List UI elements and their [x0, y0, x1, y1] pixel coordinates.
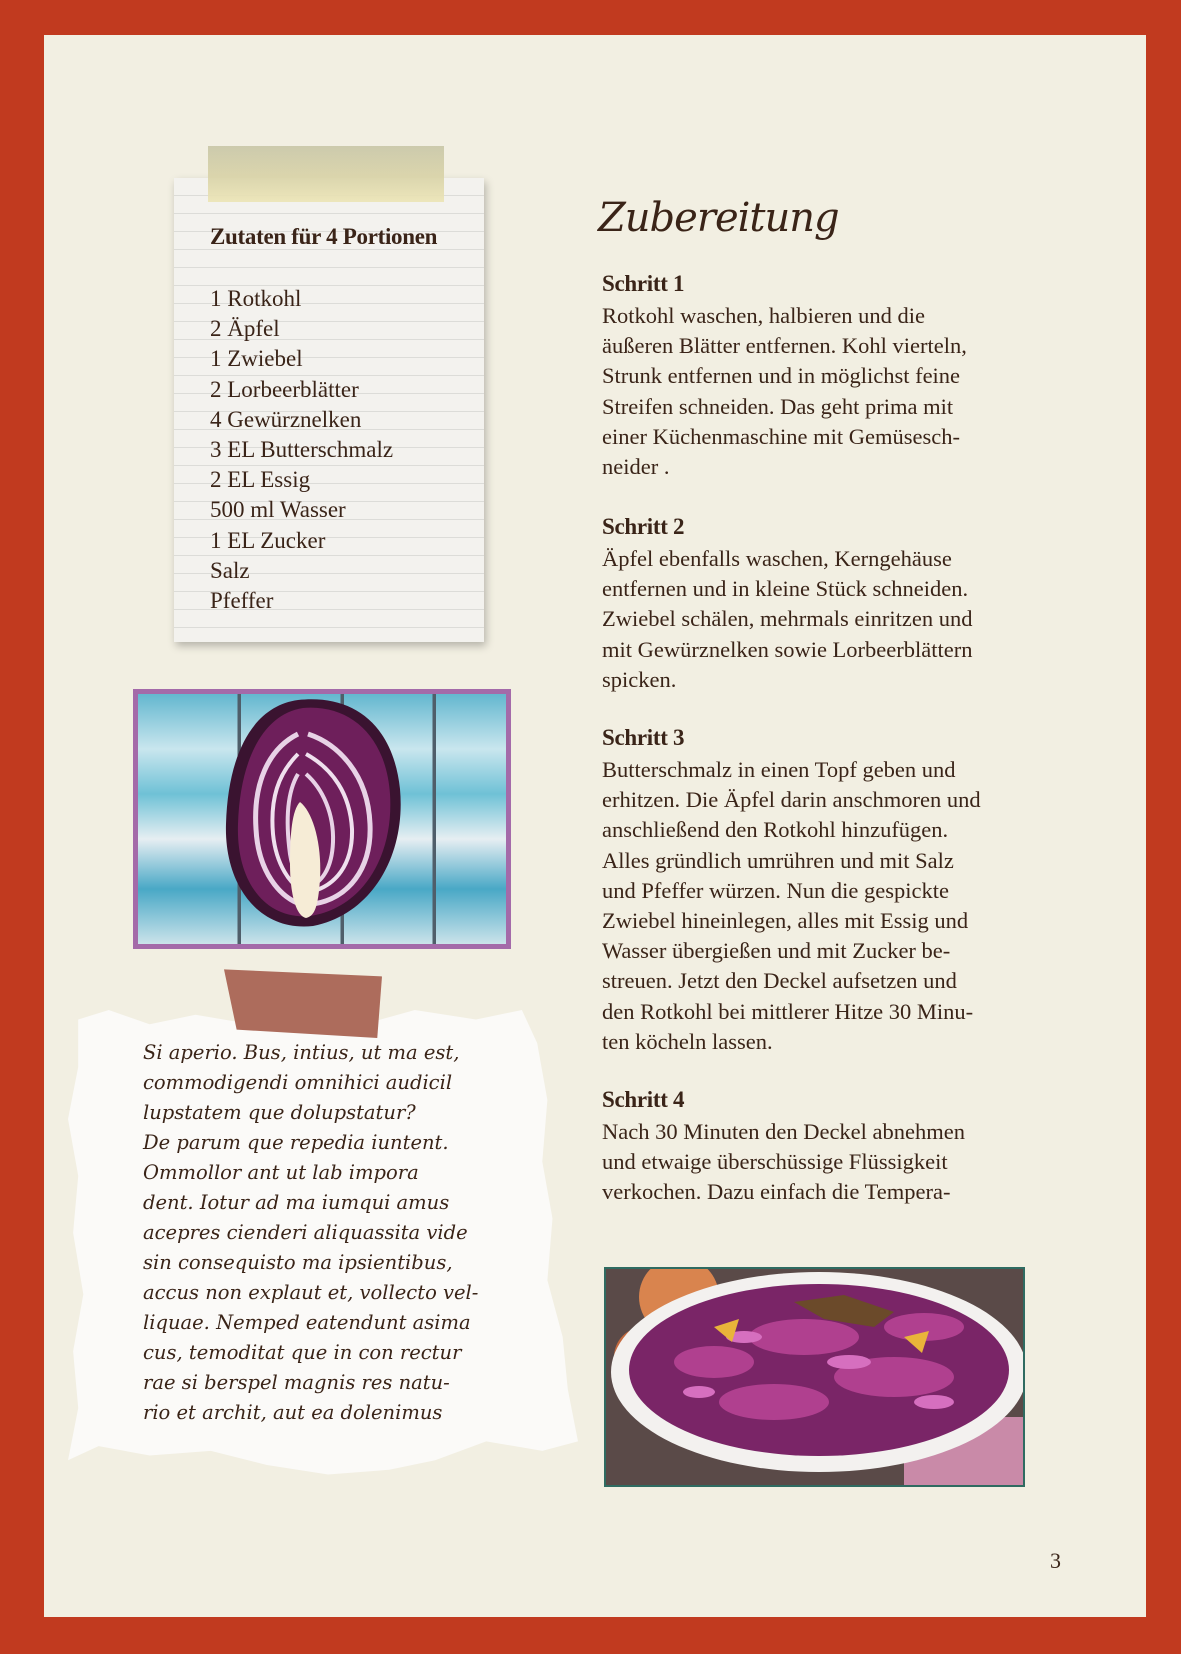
step-line: neider .	[602, 454, 670, 480]
step-line: Butterschmalz in einen Topf geben und	[602, 757, 956, 782]
ingredients-card	[174, 178, 484, 642]
ingredient-item: 1 Zwiebel	[210, 346, 303, 372]
step-line: Wasser übergießen und mit Zucker be-	[602, 938, 951, 964]
note-line: De parum que repedia iuntent.	[143, 1131, 449, 1154]
note-line: acepres cienderi aliquassita vide	[143, 1221, 468, 1244]
step-line: erhitzen. Die Äpfel darin anschmoren und	[602, 787, 981, 813]
step-2-title: Schritt 2	[602, 514, 685, 539]
ingredient-item: 2 EL Essig	[210, 467, 311, 493]
step-line: Äpfel ebenfalls waschen, Kerngehäuse	[602, 546, 952, 571]
ingredient-item: 3 EL Butterschmalz	[210, 437, 394, 463]
step-line: Alles gründlich umrühren und mit Salz	[602, 847, 954, 873]
brown-tape	[224, 968, 382, 1038]
step-1-title: Schritt 1	[602, 271, 685, 296]
masking-tape	[208, 146, 444, 202]
note-line: commodigendi omnihici audicil	[143, 1071, 453, 1094]
note-line: sin consequisto ma ipsientibus,	[143, 1251, 453, 1274]
step-line: und etwaige überschüssige Flüssigkeit	[602, 1149, 948, 1175]
preparation-title: Zubereitung	[598, 195, 839, 241]
step-line: Streifen schneiden. Das geht prima mit	[602, 393, 954, 419]
step-2-text	[602, 544, 1032, 695]
red-cabbage-illustration	[138, 694, 506, 944]
note-line: cus, temoditat que in con rectur	[143, 1341, 462, 1364]
note-line: rio et archit, aut ea dolenimus	[143, 1401, 443, 1424]
ingredients-title: Zutaten für 4 Portionen	[210, 224, 438, 249]
handwritten-note-text	[143, 1038, 523, 1428]
step-4-text	[602, 1117, 1032, 1208]
step-line: anschließend den Rotkohl hinzufügen.	[602, 817, 949, 843]
step-4-title: Schritt 4	[602, 1087, 685, 1112]
step-line: spicken.	[602, 666, 677, 692]
step-line: Zwiebel schälen, mehrmals einritzen und	[602, 606, 973, 632]
note-line: rae si berspel magnis res natu-	[143, 1371, 450, 1394]
step-line: einer Küchenmaschine mit Gemüsesch-	[602, 423, 961, 449]
ingredient-item: 500 ml Wasser	[210, 497, 346, 523]
ingredients-list	[210, 284, 393, 616]
ingredient-item: Salz	[210, 557, 250, 583]
step-line: verkochen. Dazu einfach die Tempera-	[602, 1179, 951, 1205]
red-cabbage-dish-photo	[604, 1267, 1025, 1487]
step-3-text	[602, 755, 1032, 1057]
ingredient-item: 4 Gewürznelken	[210, 406, 362, 432]
step-line: äußeren Blätter entfernen. Kohl vierteln,	[602, 333, 967, 359]
step-line: und Pfeffer würzen. Nun die gespickte	[602, 877, 949, 903]
red-cabbage-dish-illustration	[604, 1267, 1025, 1487]
step-line: mit Gewürznelken sowie Lorbeerblättern	[602, 636, 973, 662]
step-3-title: Schritt 3	[602, 725, 685, 750]
step-line: Nach 30 Minuten den Deckel abnehmen	[602, 1119, 965, 1144]
note-line: liquae. Nemped eatendunt asima	[143, 1311, 471, 1334]
step-line: Strunk entfernen und in möglichst feine	[602, 363, 961, 389]
ingredient-item: 1 Rotkohl	[210, 286, 302, 311]
note-line: accus non explaut et, vollecto vel-	[143, 1281, 479, 1304]
ingredient-item: 2 Äpfel	[210, 316, 280, 342]
step-1-text	[602, 301, 1032, 482]
step-line: entfernen und in kleine Stück schneiden.	[602, 576, 969, 602]
step-line: Zwiebel hineinlegen, alles mit Essig und	[602, 908, 969, 934]
note-line: lupstatem que dolupstatur?	[143, 1101, 416, 1124]
ingredient-item: 1 EL Zucker	[210, 527, 326, 553]
ingredient-item: Pfeffer	[210, 588, 274, 614]
step-line: streuen. Jetzt den Deckel aufsetzen und	[602, 968, 957, 994]
note-line: Ommollor ant ut lab impora	[143, 1161, 419, 1184]
ingredient-item: 2 Lorbeerblätter	[210, 376, 359, 402]
step-line: Rotkohl waschen, halbieren und die	[602, 303, 926, 328]
note-line: dent. Iotur ad ma iumqui amus	[143, 1191, 450, 1214]
red-cabbage-photo	[133, 689, 511, 949]
step-line: ten köcheln lassen.	[602, 1028, 773, 1054]
page-number: 3	[1050, 1548, 1061, 1573]
note-line: Si aperio. Bus, intius, ut ma est,	[143, 1041, 460, 1064]
step-line: den Rotkohl bei mittlerer Hitze 30 Minu-	[602, 998, 974, 1024]
